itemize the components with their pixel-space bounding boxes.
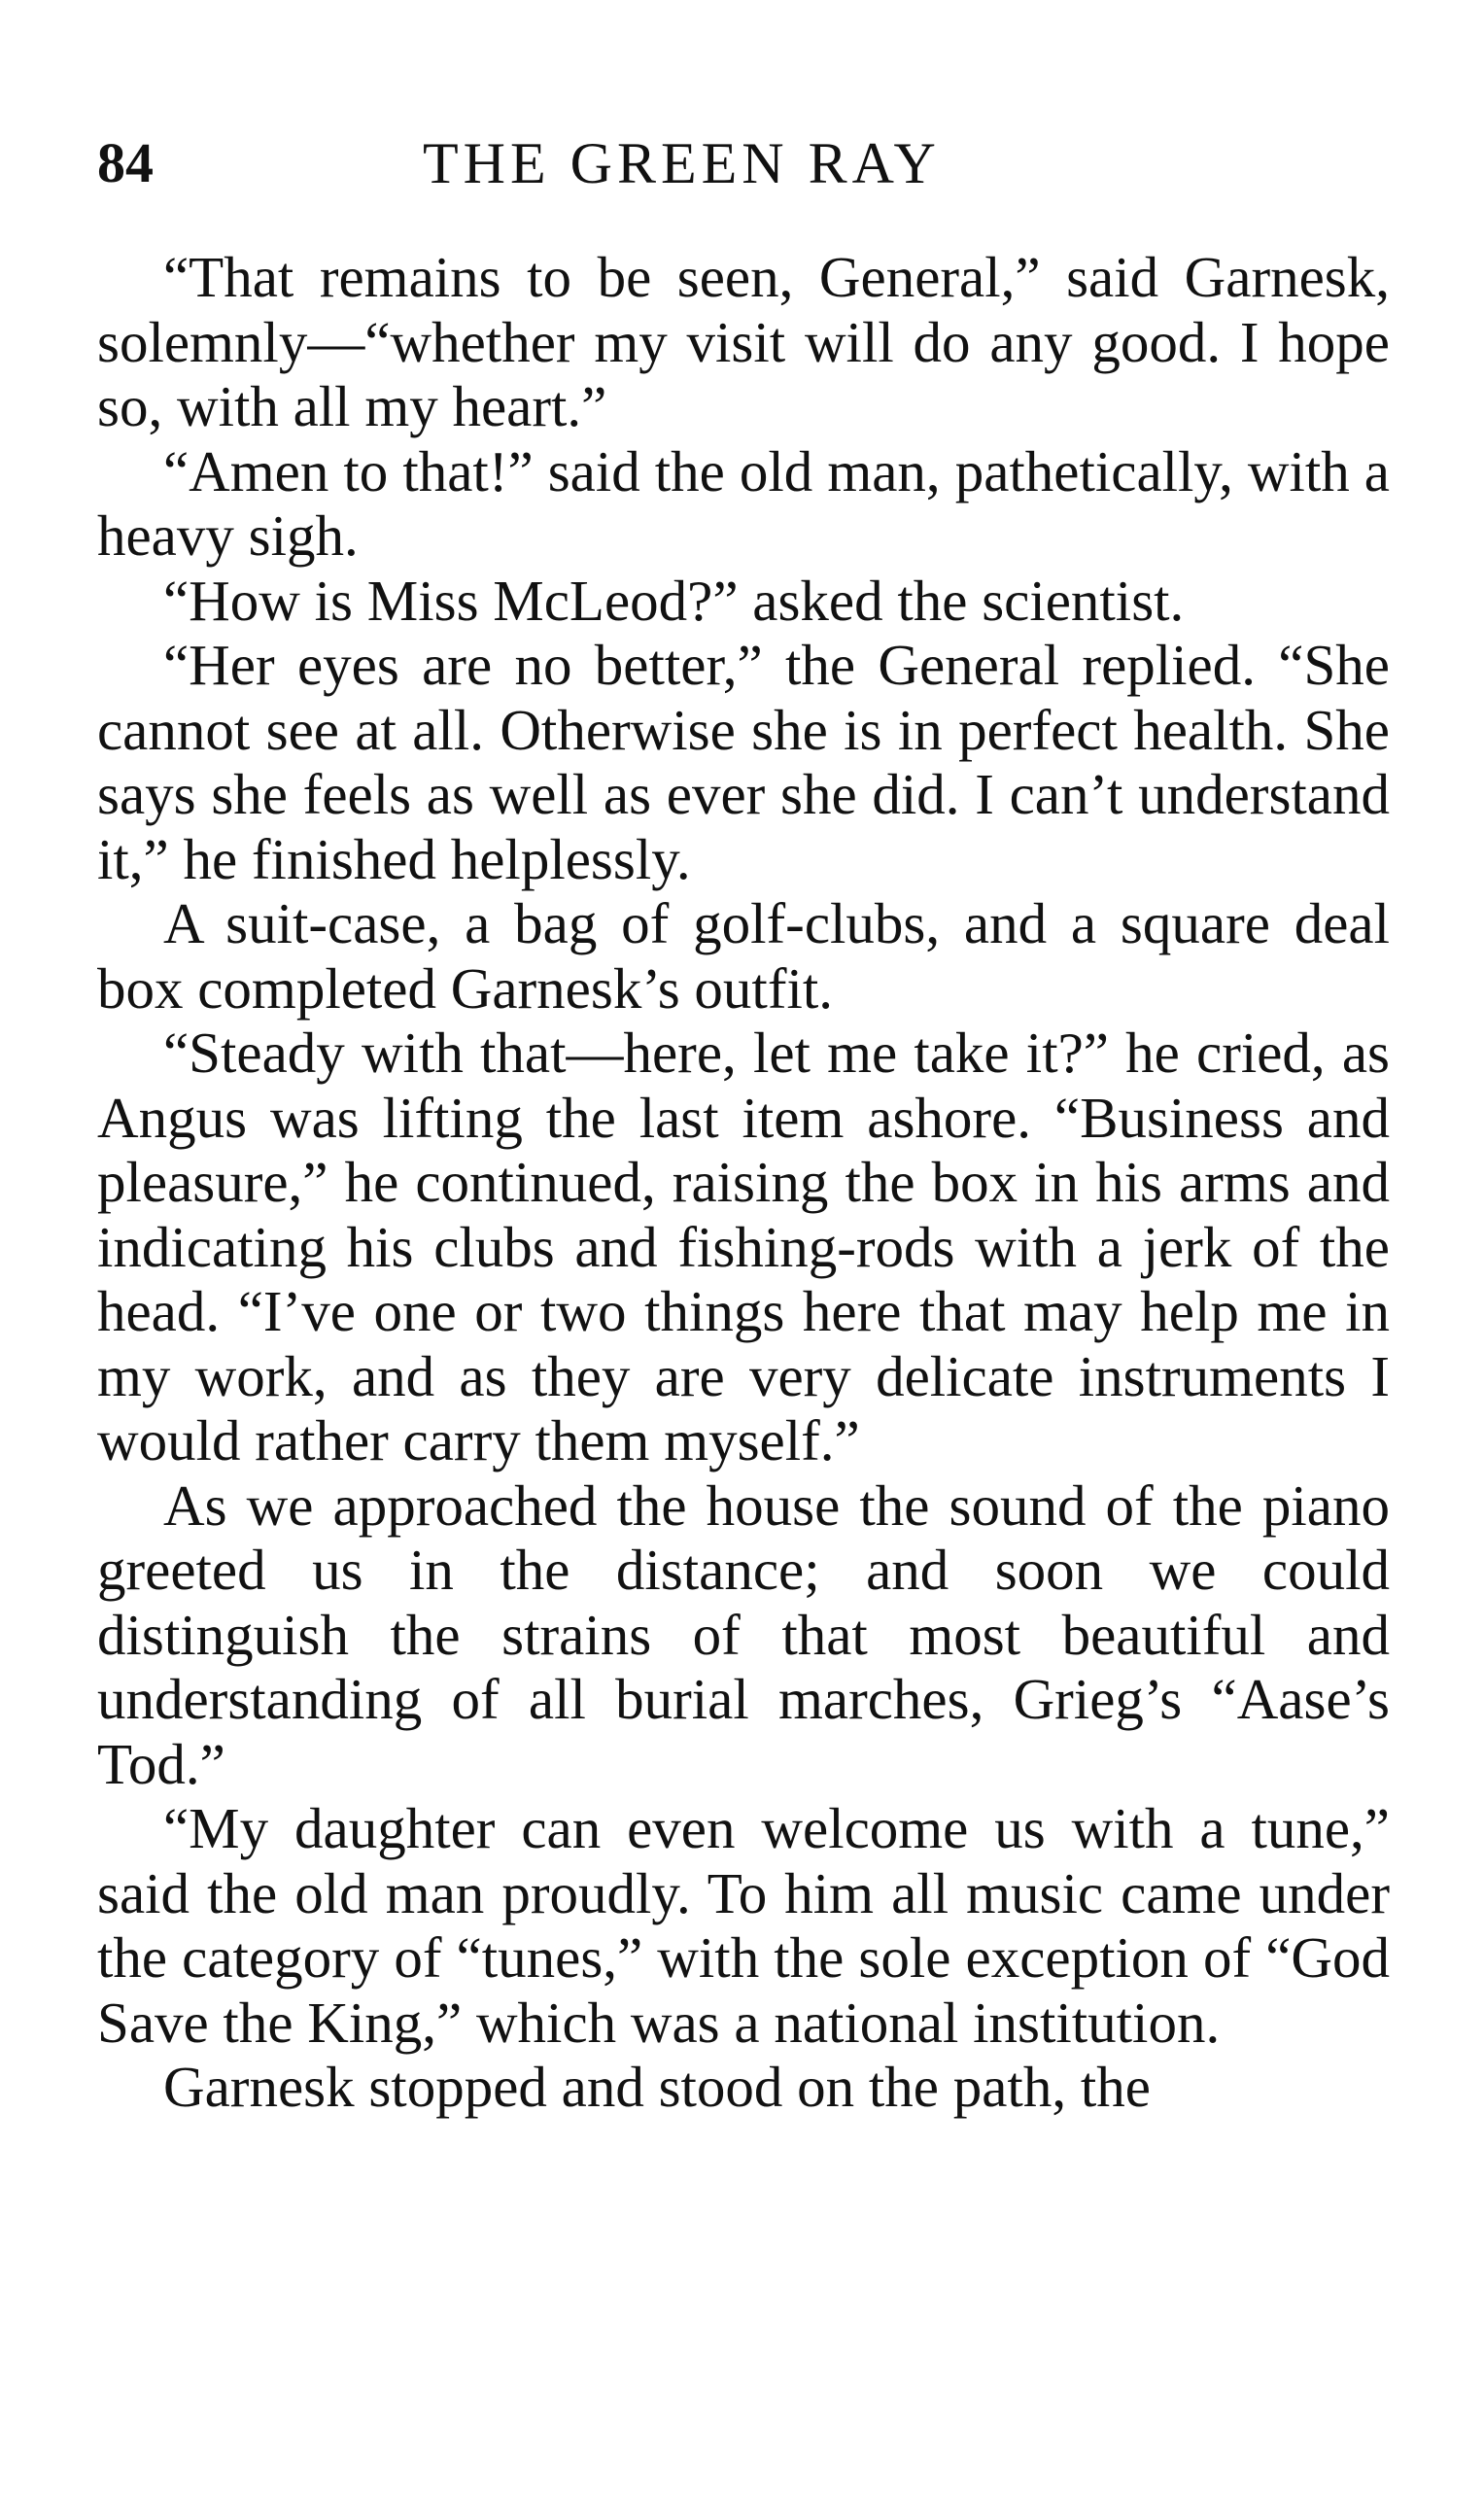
paragraph: A suit-case, a bag of golf-clubs, and a square deal box completed Garnesk’s outfit. — [97, 891, 1390, 1021]
paragraph: As we approached the house the sound of the piano greeted us in the distance; and soon we could distinguish the strains of that most beautiful and understanding of all burial marches, Grieg’s “Aase’s Tod.” — [97, 1472, 1390, 1796]
page-number: 84 — [97, 131, 154, 194]
paragraph: “Her eyes are no better,” the General replied. “She cannot see at all. Otherwise she is in perfect health. She says she feels as well as ever she did. I can’t understand it,” he finished helplessly. — [97, 633, 1390, 891]
paragraph: “My daughter can even welcome us with a tune,” said the old man proudly. To him all music came under the category of “tunes,” with the sole exception of “God Save the King,” which was a national institution. — [97, 1796, 1390, 2055]
paragraph: “Steady with that—here, let me take it?” he cried, as Angus was lifting the last item ashore. “Business and pleasure,” he continued, raising the box in his arms and indicating his clubs and fishing-rods with a jerk of the head. “I’ve one or two things here that may help me in my work, and as they are very delicate instruments I would rather carry them myself.” — [97, 1021, 1390, 1472]
paragraph: “That remains to be seen, General,” said Garnesk, solemnly—“whether my visit will do any good. I hope so, with all my heart.” — [97, 245, 1390, 438]
paragraph: “Amen to that!” said the old man, pathetically, with a heavy sigh. — [97, 438, 1390, 568]
paragraph-continued: Garnesk stopped and stood on the path, the — [163, 2055, 1151, 2119]
running-head — [97, 124, 1390, 202]
body-text — [97, 245, 1390, 2120]
running-title: THE GREEN RAY — [423, 131, 941, 195]
paragraph: “How is Miss McLeod?” asked the scientist. — [163, 568, 1185, 633]
